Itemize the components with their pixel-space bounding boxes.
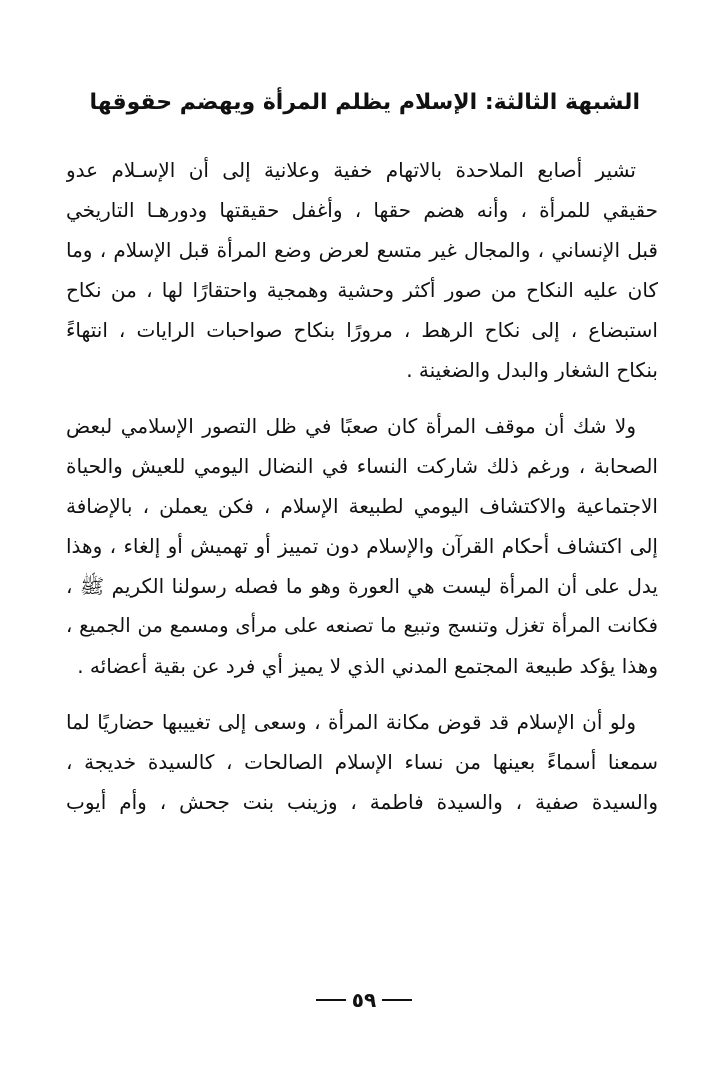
paragraph xyxy=(66,406,658,686)
body-text xyxy=(66,150,658,822)
footer-rule-left xyxy=(316,999,346,1001)
paragraph xyxy=(66,702,658,822)
text-line: الاجتماعية والاكتشاف اليومي لطبيعة الإسلام ، فكن يعملن ، بالإضافة xyxy=(66,494,658,518)
text-line: تشير أصابع الملاحدة بالاتهام خفية وعلانية إلى أن الإسـلام عدو xyxy=(66,158,636,182)
text-line: ولو أن الإسلام قد قوض مكانة المرأة ، وسعى إلى تغييبها حضاريًا لما xyxy=(66,710,636,734)
text-line: الصحابة ، ورغم ذلك شاركت النساء في النضال اليومي للعيش والحياة xyxy=(66,454,658,478)
text-line: ولا شك أن موقف المرأة كان صعبًا في ظل التصور الإسلامي لبعض xyxy=(66,414,636,438)
text-line: قبل الإنساني ، والمجال غير متسع لعرض وضع المرأة قبل الإسلام ، وما xyxy=(66,238,658,262)
page-number: ٥٩ xyxy=(351,988,377,1012)
paragraph-gap xyxy=(66,686,658,702)
text-line: كان عليه النكاح من صور أكثر وحشية وهمجية واحتقارًا لها ، من نكاح xyxy=(66,278,658,302)
text-line: استبضاع ، إلى نكاح الرهط ، مرورًا بنكاح صواحبات الرايات ، انتهاءً xyxy=(66,318,658,342)
text-line: حقيقي للمرأة ، وأنه هضم حقها ، وأغفل حقيقتها ودورهـا التاريخي xyxy=(66,198,658,222)
text-line: يدل على أن المرأة ليست هي العورة وهو ما فصله رسولنا الكريم ﷺ ، xyxy=(66,574,658,598)
text-line: وهذا يؤكد طبيعة المجتمع المدني الذي لا يميز أي فرد عن بقية أعضائه . xyxy=(77,654,658,678)
footer-rule-right xyxy=(382,999,412,1001)
text-line: والسيدة صفية ، والسيدة فاطمة ، وزينب بنت جحش ، وأم أيوب xyxy=(66,790,658,814)
text-line: سمعنا أسماءً بعينها من نساء الإسلام الصالحات ، كالسيدة خديجة ، xyxy=(66,750,658,774)
text-line: إلى اكتشاف أحكام القرآن والإسلام دون تمييز أو تهميش أو إلغاء ، وهذا xyxy=(66,534,658,558)
paragraph-gap xyxy=(66,390,658,406)
paragraph xyxy=(66,150,658,390)
text-line: بنكاح الشغار والبدل والضغينة . xyxy=(406,358,658,382)
section-heading: الشبهة الثالثة: الإسلام يظلم المرأة ويهضم حقوقها xyxy=(89,90,640,115)
text-line: فكانت المرأة تغزل وتنسج وتبيع ما تصنعه على مرأى ومسمع من الجميع ، xyxy=(66,614,658,637)
page-footer xyxy=(0,980,728,1020)
